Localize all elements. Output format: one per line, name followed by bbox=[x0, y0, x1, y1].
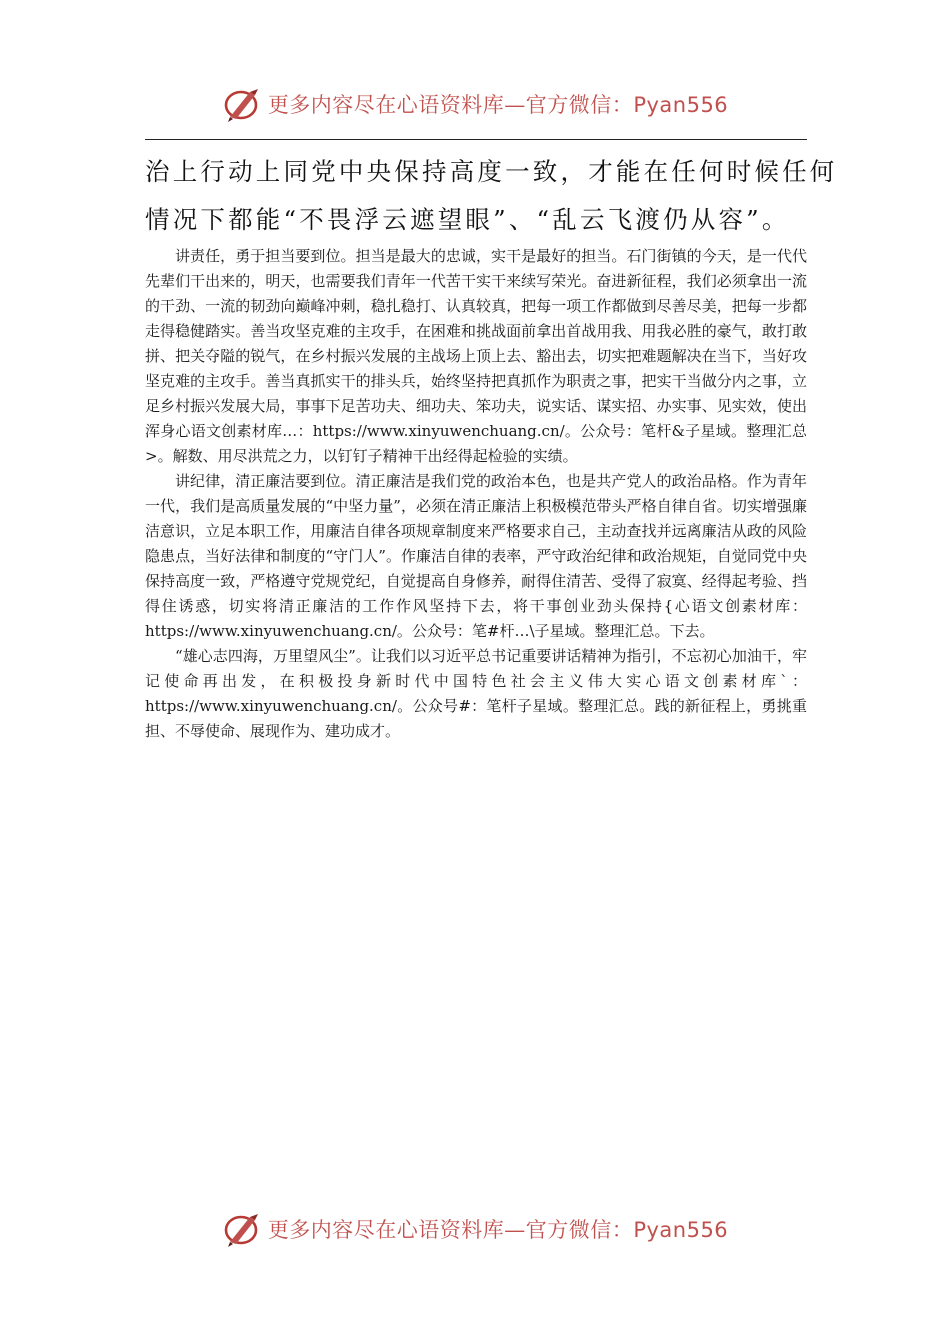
body-text bbox=[145, 244, 807, 744]
paragraph-responsibility: 讲责任，勇于担当要到位。担当是最大的忠诚，实干是最好的担当。石门街镇的今天，是一代代先辈们干出来的，明天，也需要我们青年一代苦干实干来续写荣光。奋进新征程，我们必须拿出一流的干劲、一流的韧劲向巅峰冲刺，稳扎稳打、认真较真，把每一项工作都做到尽善尽美，把每一步都走得稳健踏实。善当攻坚克难的主攻手，在困难和挑战面前拿出首战用我、用我必胜的豪气，敢打敢拼、把关夺隘的锐气，在乡村振兴发展的主战场上顶上去、豁出去，切实把难题解决在当下，当好攻坚克难的主攻手。善当真抓实干的排头兵，始终坚持把真抓作为职责之事，把实干当做分内之事，立足乡村振兴发展大局，事事下足苦功夫、细功夫、笨功夫，说实话、谋实招、办实事、见实效，使出浑身心语文创素材库…：https://www.xinyuwenchuang.cn/。公众号：笔杆&子星域。整理汇总>。解数、用尽洪荒之力，以钉钉子精神干出经得起检验的实绩。 bbox=[145, 247, 807, 465]
page-heading bbox=[145, 148, 838, 244]
banner-text: 更多内容尽在心语资料库—官方微信：Pyan556 bbox=[267, 1218, 729, 1242]
footer-banner bbox=[0, 1207, 950, 1251]
pen-nib-logo-icon bbox=[222, 84, 262, 124]
heading-line-2: 情况下都能“不畏浮云遮望眼”、“乱云飞渡仍从容”。 bbox=[145, 205, 790, 234]
heading-line-1: 治上行动上同党中央保持高度一致，才能在任何时候任何 bbox=[145, 157, 838, 186]
banner-text: 更多内容尽在心语资料库—官方微信：Pyan556 bbox=[267, 93, 729, 117]
header-divider bbox=[145, 139, 807, 140]
paragraph-conclusion: “雄心志四海，万里望风尘”。让我们以习近平总书记重要讲话精神为指引，不忘初心加油干，牢记使命再出发，在积极投身新时代中国特色社会主义伟大实心语文创素材库`：https://www.xinyuwenchuang.cn/。公众号#：笔杆子星域。整理汇总。践的新征程上，勇挑重担、不辱使命、展现作为、建功成才。 bbox=[145, 647, 807, 740]
pen-nib-logo-icon bbox=[222, 1209, 262, 1249]
paragraph-discipline: 讲纪律，清正廉洁要到位。清正廉洁是我们党的政治本色，也是共产党人的政治品格。作为青年一代，我们是高质量发展的“中坚力量”，必须在清正廉洁上积极模范带头严格自律自省。切实增强廉洁意识，立足本职工作，用廉洁自律各项规章制度来严格要求自己，主动查找并远离廉洁从政的风险隐患点，当好法律和制度的“守门人”。作廉洁自律的表率，严守政治纪律和政治规矩，自觉同党中央保持高度一致，严格遵守党规党纪，自觉提高自身修养，耐得住清苦、受得了寂寞、经得起考验、挡得住诱惑，切实将清正廉洁的工作作风坚持下去，将干事创业劲头保持{心语文创素材库：https://www.xinyuwenchuang.cn/。公众号：笔#杆…\子星域。整理汇总。下去。 bbox=[145, 472, 807, 640]
header-banner bbox=[0, 82, 950, 126]
